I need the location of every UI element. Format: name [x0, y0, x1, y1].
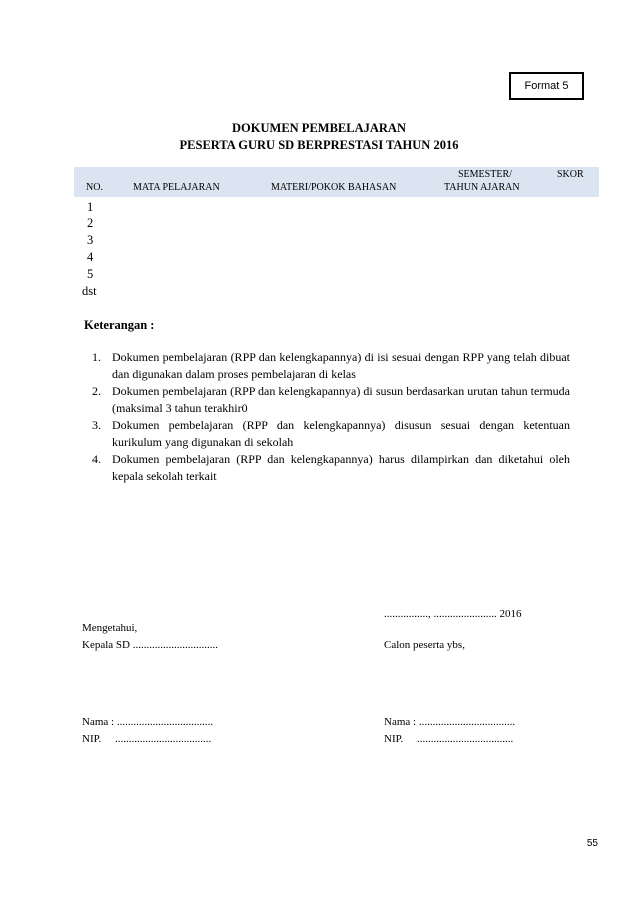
list-item: [92, 417, 570, 451]
nip-right: NIP. ...................................: [384, 733, 514, 745]
table-header: [74, 167, 599, 197]
header-skor: SKOR: [557, 169, 584, 180]
note-number: 4.: [92, 452, 101, 466]
notes-list: [92, 349, 570, 485]
table-row-number: 1: [87, 200, 94, 214]
list-item: [92, 349, 570, 383]
note-number: 1.: [92, 350, 101, 364]
list-item: [92, 451, 570, 485]
note-text: Dokumen pembelajaran (RPP dan kelengkapannya) di susun berdasarkan urutan tahun termuda (maksimal 3 tahun terakhir0: [112, 384, 570, 415]
header-tahun-ajaran: TAHUN AJARAN: [444, 182, 520, 193]
format-label: Format 5: [509, 72, 584, 100]
nama-right: Nama : ...................................: [384, 716, 516, 728]
mengetahui-label: Mengetahui,: [82, 622, 138, 634]
nip-left: NIP. ...................................: [82, 733, 212, 745]
header-mata-pelajaran: MATA PELAJARAN: [133, 182, 220, 193]
table-row-number: 5: [87, 267, 94, 281]
header-materi: MATERI/POKOK BAHASAN: [271, 182, 397, 193]
calon-peserta-label: Calon peserta ybs,: [384, 639, 465, 651]
table-row-number: 3: [87, 233, 94, 247]
keterangan-heading: Keterangan :: [84, 318, 155, 332]
note-text: Dokumen pembelajaran (RPP dan kelengkapannya) disusun sesuai dengan ketentuan kurikulum yang digunakan di sekolah: [112, 418, 570, 449]
table-row-number: dst: [82, 284, 97, 298]
nama-left: Nama : ...................................: [82, 716, 214, 728]
page-number: 55: [586, 838, 598, 849]
table-row-number: 2: [87, 216, 94, 230]
note-number: 3.: [92, 418, 101, 432]
document-title: DOKUMEN PEMBELAJARAN: [232, 121, 406, 135]
header-no: NO.: [86, 182, 103, 193]
date-line: ................, ....................... 2016: [384, 608, 522, 620]
document-subtitle: PESERTA GURU SD BERPRESTASI TAHUN 2016: [179, 138, 459, 152]
header-semester: SEMESTER/: [458, 169, 512, 180]
list-item: [92, 383, 570, 417]
kepala-sd-label: Kepala SD ...............................: [82, 639, 218, 651]
note-number: 2.: [92, 384, 101, 398]
note-text: Dokumen pembelajaran (RPP dan kelengkapannya) harus dilampirkan dan diketahui oleh kepala sekolah terkait: [112, 452, 570, 483]
table-row-number: 4: [87, 250, 94, 264]
note-text: Dokumen pembelajaran (RPP dan kelengkapannya) di isi sesuai dengan RPP yang telah dibuat dan digunakan dalam proses pembelajaran di kelas: [112, 350, 570, 381]
